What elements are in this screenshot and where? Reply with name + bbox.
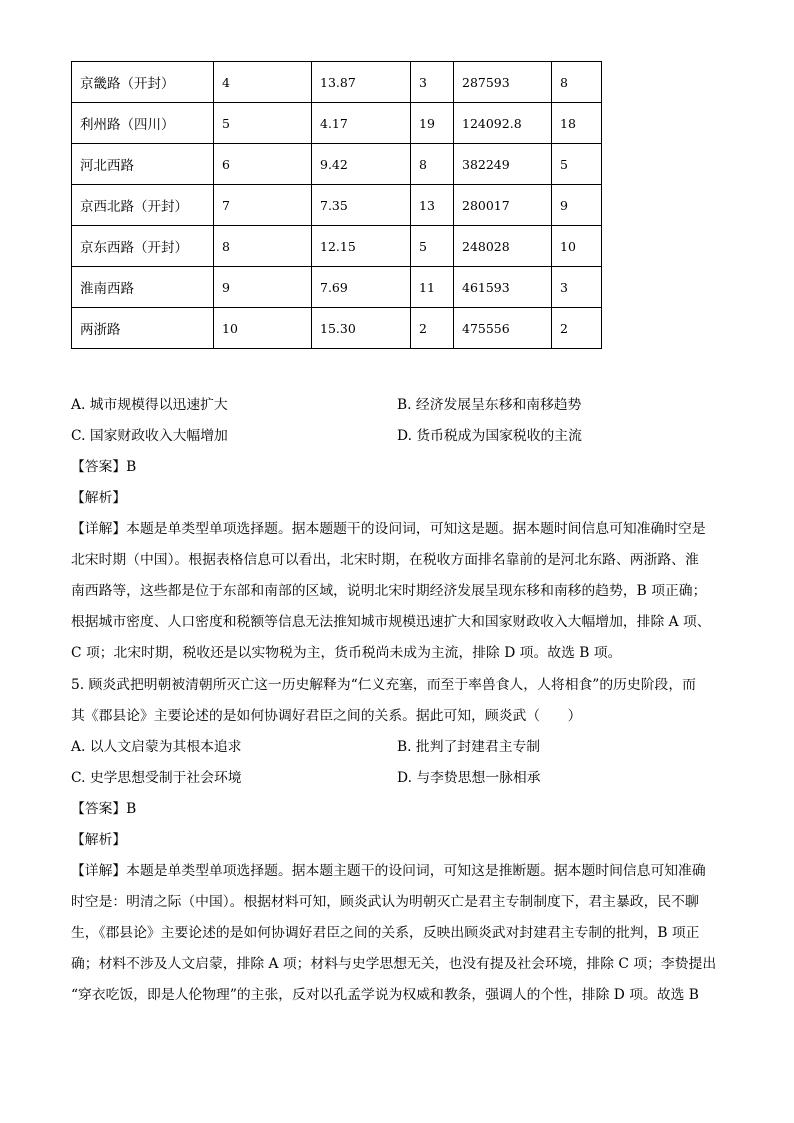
q5-explanation-line: 确；材料不涉及人文启蒙，排除 A 项；材料与史学思想无关，也没有提及社会环境，排除 C 项；李贽提出 <box>71 956 717 972</box>
q5-explanation-line: “穿衣吃饭，即是人伦物理”的主张，反对以孔孟学说为权威和教条，强调人的个性，排除 D 项。故选 B <box>71 987 699 1003</box>
table-cell: 9.42 <box>312 144 411 185</box>
table-row <box>72 62 602 103</box>
q5-option-d: D. 与李贽思想一脉相承 <box>397 770 541 786</box>
table-cell: 8 <box>214 226 312 267</box>
table-cell: 3 <box>552 267 602 308</box>
table-cell: 13 <box>411 185 454 226</box>
q4-explanation-line: 【详解】本题是单类型单项选择题。据本题题干的设问词，可知这是题。据本题时间信息可知准确时空是 <box>71 521 706 537</box>
table-row <box>72 144 602 185</box>
table-row <box>72 308 602 349</box>
table-cell: 京西北路（开封） <box>72 185 214 226</box>
table-cell: 2 <box>411 308 454 349</box>
table-cell: 10 <box>214 308 312 349</box>
table-cell: 两浙路 <box>72 308 214 349</box>
table-cell: 5 <box>552 144 602 185</box>
q5-option-a: A. 以人文启蒙为其根本追求 <box>71 739 242 755</box>
q4-analysis-label: 【解析】 <box>71 490 127 506</box>
table-cell: 3 <box>411 62 454 103</box>
table-cell: 5 <box>411 226 454 267</box>
table-cell: 11 <box>411 267 454 308</box>
q4-option-c: C. 国家财政收入大幅增加 <box>71 428 228 444</box>
table-cell: 6 <box>214 144 312 185</box>
table-cell: 18 <box>552 103 602 144</box>
table-cell: 京东西路（开封） <box>72 226 214 267</box>
table-cell: 淮南西路 <box>72 267 214 308</box>
table-cell: 8 <box>411 144 454 185</box>
table-cell: 10 <box>552 226 602 267</box>
q5-explanation-line: 生，《郡县论》主要论述的是如何协调好君臣之间的关系，反映出顾炎武对封建君主专制的批判，B 项正 <box>71 925 700 941</box>
q4-option-d: D. 货币税成为国家税收的主流 <box>397 428 582 444</box>
q5-explanation-line: 时空是：明清之际（中国）。根据材料可知，顾炎武认为明朝灭亡是君主专制制度下，君主暴政，民不聊 <box>71 894 699 910</box>
q5-answer: 【答案】B <box>71 801 137 817</box>
table-cell: 124092.8 <box>454 103 552 144</box>
table-cell: 13.87 <box>312 62 411 103</box>
q4-option-b: B. 经济发展呈东移和南移趋势 <box>397 397 582 413</box>
q5-explanation <box>71 856 723 1011</box>
table-cell: 280017 <box>454 185 552 226</box>
table-cell: 382249 <box>454 144 552 185</box>
tax-data-table <box>71 61 602 349</box>
q5-stem <box>71 670 723 732</box>
q4-answer: 【答案】B <box>71 459 137 475</box>
q4-explanation-line: 南西路等，这些都是位于东部和南部的区域，说明北宋时期经济发展呈现东移和南移的趋势，B 项正确； <box>71 583 707 599</box>
table-cell: 5 <box>214 103 312 144</box>
table-row <box>72 103 602 144</box>
table-row <box>72 185 602 226</box>
q4-explanation-line: C 项；北宋时期，税收还是以实物税为主，货币税尚未成为主流，排除 D 项。故选 B 项。 <box>71 645 622 661</box>
q5-option-c: C. 史学思想受制于社会环境 <box>71 770 242 786</box>
q4-option-a: A. 城市规模得以迅速扩大 <box>71 397 228 413</box>
table-row <box>72 226 602 267</box>
table-cell: 京畿路（开封） <box>72 62 214 103</box>
q5-stem-line: 其《郡县论》主要论述的是如何协调好君臣之间的关系。据此可知，顾炎武（ ） <box>71 708 582 724</box>
q5-explanation-line: 【详解】本题是单类型单项选择题。据本题主题干的设问词，可知这是推断题。据本题时间信息可知准确 <box>71 863 706 879</box>
table-cell: 2 <box>552 308 602 349</box>
table-cell: 4.17 <box>312 103 411 144</box>
q5-option-b: B. 批判了封建君主专制 <box>397 739 541 755</box>
table-cell: 287593 <box>454 62 552 103</box>
table-row <box>72 267 602 308</box>
q5-stem-line: 5. 顾炎武把明朝被清朝所灭亡这一历史解释为“仁义充塞，而至于率兽食人，人将相食”的历史阶段，而 <box>71 677 696 693</box>
table-cell: 12.15 <box>312 226 411 267</box>
table-cell: 利州路（四川） <box>72 103 214 144</box>
q4-explanation <box>71 514 723 669</box>
table-cell: 9 <box>214 267 312 308</box>
table-cell: 248028 <box>454 226 552 267</box>
table-cell: 15.30 <box>312 308 411 349</box>
q5-analysis-label: 【解析】 <box>71 832 127 848</box>
table-cell: 19 <box>411 103 454 144</box>
table-cell: 475556 <box>454 308 552 349</box>
table-cell: 7.35 <box>312 185 411 226</box>
q4-explanation-line: 北宋时期（中国）。根据表格信息可以看出，北宋时期，在税收方面排名靠前的是河北东路、两浙路、淮 <box>71 552 699 568</box>
table-cell: 7 <box>214 185 312 226</box>
table-cell: 河北西路 <box>72 144 214 185</box>
table-cell: 7.69 <box>312 267 411 308</box>
q4-explanation-line: 根据城市密度、人口密度和税额等信息无法推知城市规模迅速扩大和国家财政收入大幅增加，排除 A 项、 <box>71 614 711 630</box>
table-cell: 8 <box>552 62 602 103</box>
table-cell: 4 <box>214 62 312 103</box>
table-cell: 461593 <box>454 267 552 308</box>
table-cell: 9 <box>552 185 602 226</box>
